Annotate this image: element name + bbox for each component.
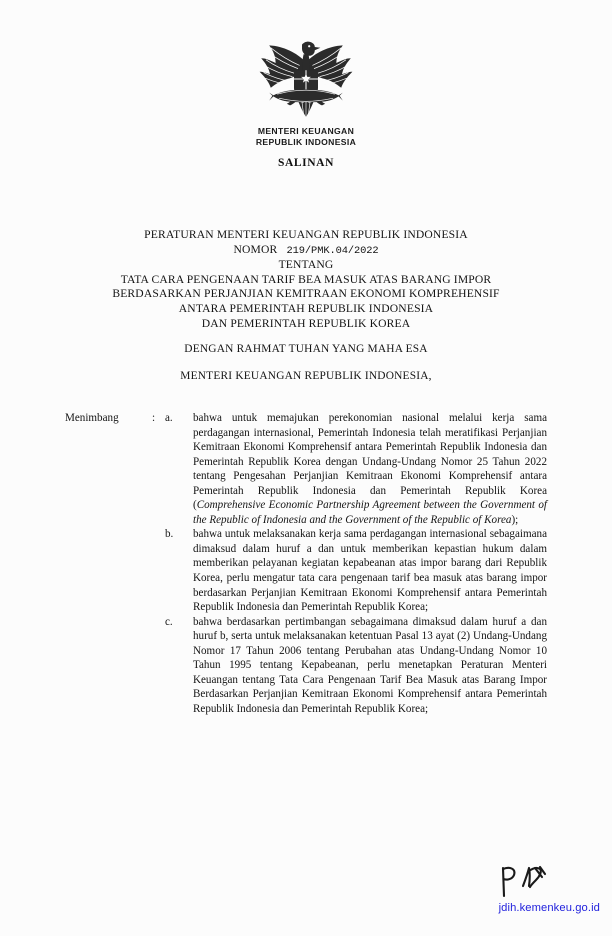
clause-item [65, 527, 547, 614]
clause-text-italic: Comprehensive Economic Partnership Agreement between the Government of the Republic of Indonesia and the Government of the Republic of Korea [193, 499, 547, 526]
ministry-line-2: REPUBLIK INDONESIA [255, 137, 357, 147]
clause-text-plain: bahwa berdasarkan pertimbangan sebagaimana dimaksud dalam huruf a dan huruf b, serta untuk melaksanakan ketentuan Pasal 13 ayat (2) Undang-Undang Nomor 17 Tahun 2006 tentang Perubahan atas Undang-Undang Nomor 10 Tahun 1995 tentang Kepabeanan, perlu menetapkan Peraturan Menteri Keuangan tentang Tata Cara Pengenaan Tarif Bea Masuk atas Barang Impor Berdasarkan Perjanjian Kemitraan Ekonomi Komprehensif antara Pemerintah Republik Indonesia dan Pemerintah Republik Korea; [193, 615, 547, 715]
ministry-name [0, 126, 612, 148]
clause-marker: b. [165, 528, 174, 541]
clause-marker: c. [165, 615, 173, 628]
nomor-label: NOMOR [233, 242, 278, 256]
considering-section [65, 411, 547, 716]
signatory-line: MENTERI KEUANGAN REPUBLIK INDONESIA, [180, 370, 432, 382]
title-line-3: BERDASARKAN PERJANJIAN KEMITRAAN EKONOMI KOMPREHENSIF [112, 287, 500, 301]
copy-mark: SALINAN [278, 157, 334, 169]
title-line-5: DAN PEMERINTAH REPUBLIK KOREA [201, 316, 411, 330]
footer-url[interactable]: jdih.kemenkeu.go.id [498, 902, 600, 914]
clause-text [193, 411, 547, 527]
letterhead [0, 38, 612, 169]
title-line-1: PERATURAN MENTERI KEUANGAN REPUBLIK INDONESIA [144, 228, 468, 241]
garuda-pancasila-emblem [258, 38, 354, 120]
nomor-value: 219/PMK.04/2022 [286, 244, 379, 257]
clause-text-tail: ); [511, 513, 519, 526]
handwritten-initial-mark [495, 862, 551, 902]
regulation-number-line [56, 243, 556, 259]
title-line-2: TATA CARA PENGENAAN TARIF BEA MASUK ATAS BARANG IMPOR [120, 272, 492, 286]
clause-text-plain: bahwa untuk memajukan perekonomian nasional melalui kerja sama perdagangan internasional, Pemerintah Indonesia telah meratifikasi Perjanjian Kemitraan Ekonomi Komprehensif antara Pemerintah Republik Indonesia dan Pemerintah Republik Korea dengan Undang-Undang Nomor 25 Tahun 2022 tentang Pengesahan Perjanjian Kemitraan Ekonomi Komprehensif antara Pemerintah Republik Indonesia dan Pemerintah Republik Korea ( [193, 412, 547, 512]
regulation-title-block [56, 228, 556, 331]
clause-item [65, 411, 547, 527]
ministry-line-1: MENTERI KEUANGAN [257, 126, 355, 136]
tentang-label: TENTANG [278, 258, 334, 272]
blessing-line: DENGAN RAHMAT TUHAN YANG MAHA ESA [184, 343, 428, 355]
clause-list [65, 411, 547, 716]
clause-item [65, 615, 547, 717]
clause-text [193, 615, 547, 717]
considering-colon: : [152, 412, 156, 424]
title-line-4: ANTARA PEMERINTAH REPUBLIK INDONESIA [178, 301, 434, 315]
clause-text-plain: bahwa untuk melaksanakan kerja sama perdagangan internasional sebagaimana dimaksud dalam huruf a dan untuk memberikan kepastian hukum dalam memberikan pelayanan kegiatan kepabeanan atas impor barang dari Republik Korea, perlu mengatur tata cara pengenaan tarif bea masuk atas barang impor berdasarkan Perjanjian Kemitraan Ekonomi Komprehensif antara Pemerintah Republik Indonesia dan Pemerintah Republik Korea; [193, 528, 547, 614]
considering-label: Menimbang [65, 412, 119, 424]
clause-marker: a. [165, 412, 173, 424]
clause-text [193, 527, 547, 614]
